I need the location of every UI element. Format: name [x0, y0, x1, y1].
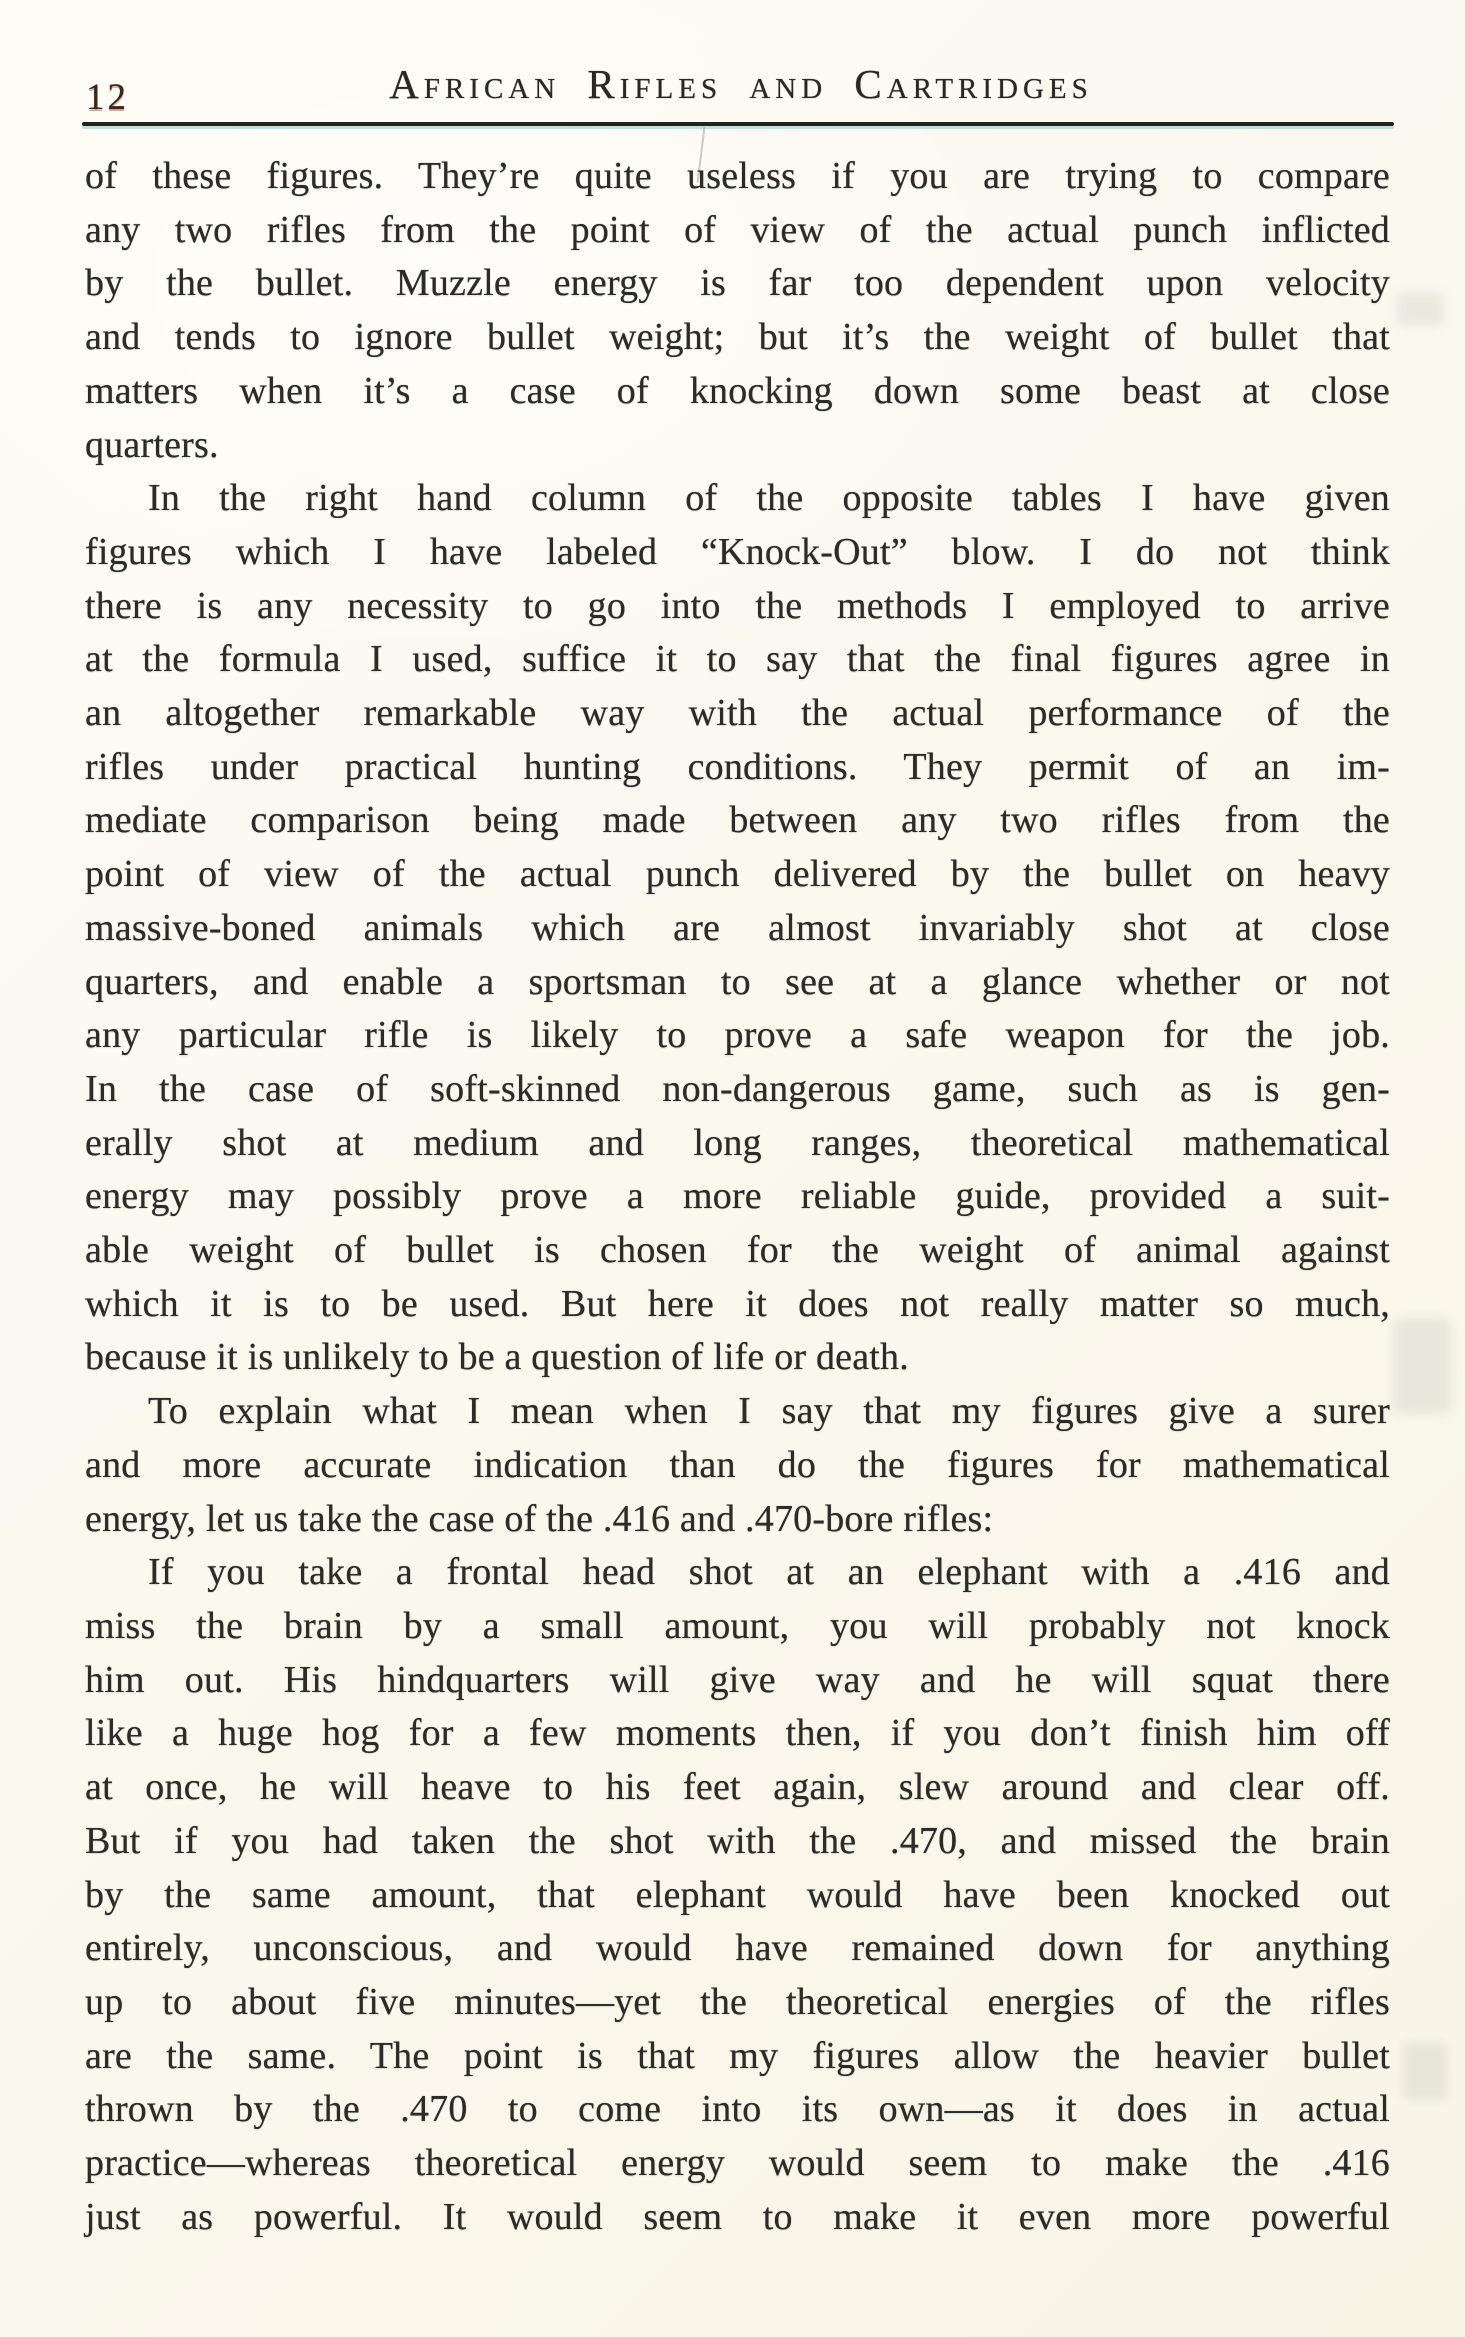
- text-line: at the formula I used, suffice it to say that the final figures agree in: [85, 638, 1390, 681]
- text-line: and more accurate indication than do the figures for mathematical: [85, 1443, 1390, 1486]
- text-line: just as powerful. It would seem to make it even more powerful: [85, 2195, 1390, 2238]
- text-line: energy may possibly prove a more reliable guide, provided a suit-: [85, 1175, 1390, 1218]
- text-line: To explain what I mean when I say that my figures give a surer: [148, 1390, 1390, 1433]
- page-number: 12: [86, 77, 129, 118]
- page-header: [0, 0, 1465, 140]
- text-line: of these figures. They’re quite useless if you are trying to compare: [85, 155, 1390, 197]
- text-line: by the same amount, that elephant would have been knocked out: [85, 1873, 1390, 1916]
- text-line: entirely, unconscious, and would have remained down for anything: [85, 1927, 1390, 1970]
- scan-smudge: [1402, 2042, 1448, 2100]
- text-line: there is any necessity to go into the methods I employed to arrive: [85, 584, 1390, 627]
- text-line: like a huge hog for a few moments then, if you don’t finish him off: [85, 1712, 1390, 1755]
- body-text: [85, 150, 1390, 2244]
- text-line: mediate comparison being made between any two rifles from the: [85, 799, 1390, 842]
- text-line: In the right hand column of the opposite tables I have given: [148, 477, 1390, 520]
- text-line: quarters.: [85, 423, 219, 466]
- running-title: African Rifles and Cartridges: [389, 61, 1093, 107]
- text-line: by the bullet. Muzzle energy is far too dependent upon velocity: [85, 262, 1390, 305]
- text-line: massive-boned animals which are almost invariably shot at close: [85, 906, 1390, 949]
- text-line: any two rifles from the point of view of the actual punch inflicted: [85, 208, 1390, 251]
- text-line: erally shot at medium and long ranges, theoretical mathematical: [85, 1121, 1390, 1164]
- text-line: point of view of the actual punch delivered by the bullet on heavy: [85, 853, 1390, 896]
- scan-smudge: [1396, 292, 1444, 326]
- text-line: him out. His hindquarters will give way and he will squat there: [85, 1658, 1390, 1701]
- text-line: thrown by the .470 to come into its own—as it does in actual: [85, 2088, 1390, 2131]
- text-line: any particular rifle is likely to prove a safe weapon for the job.: [85, 1014, 1390, 1057]
- text-line: matters when it’s a case of knocking down some beast at close: [85, 369, 1390, 412]
- text-line: If you take a frontal head shot at an elephant with a .416 and: [148, 1551, 1390, 1594]
- text-line: rifles under practical hunting conditions. They permit of an im-: [85, 745, 1390, 788]
- text-line: miss the brain by a small amount, you will probably not knock: [85, 1604, 1390, 1647]
- text-line: able weight of bullet is chosen for the weight of animal against: [85, 1229, 1390, 1272]
- text-line: at once, he will heave to his feet again, slew around and clear off.: [85, 1766, 1390, 1809]
- text-line: But if you had taken the shot with the .470, and missed the brain: [85, 1819, 1390, 1862]
- text-line: figures which I have labeled “Knock-Out” blow. I do not think: [85, 530, 1390, 573]
- text-line: quarters, and enable a sportsman to see at a glance whether or not: [85, 960, 1390, 1003]
- text-line: In the case of soft-skinned non-dangerous game, such as is gen-: [85, 1067, 1390, 1110]
- text-line: because it is unlikely to be a question of life or death.: [85, 1336, 909, 1379]
- text-line: practice—whereas theoretical energy would seem to make the .416: [85, 2142, 1390, 2185]
- text-line: which it is to be used. But here it does not really matter so much,: [85, 1282, 1390, 1325]
- text-line: are the same. The point is that my figures allow the heavier bullet: [85, 2034, 1390, 2077]
- text-line: energy, let us take the case of the .416 and .470-bore rifles:: [85, 1497, 994, 1540]
- text-line: an altogether remarkable way with the actual performance of the: [85, 692, 1390, 735]
- text-line: up to about five minutes—yet the theoretical energies of the rifles: [85, 1980, 1390, 2023]
- scan-smudge: [1393, 1318, 1451, 1414]
- text-line: and tends to ignore bullet weight; but it’s the weight of bullet that: [85, 316, 1390, 359]
- header-rule: [82, 122, 1394, 126]
